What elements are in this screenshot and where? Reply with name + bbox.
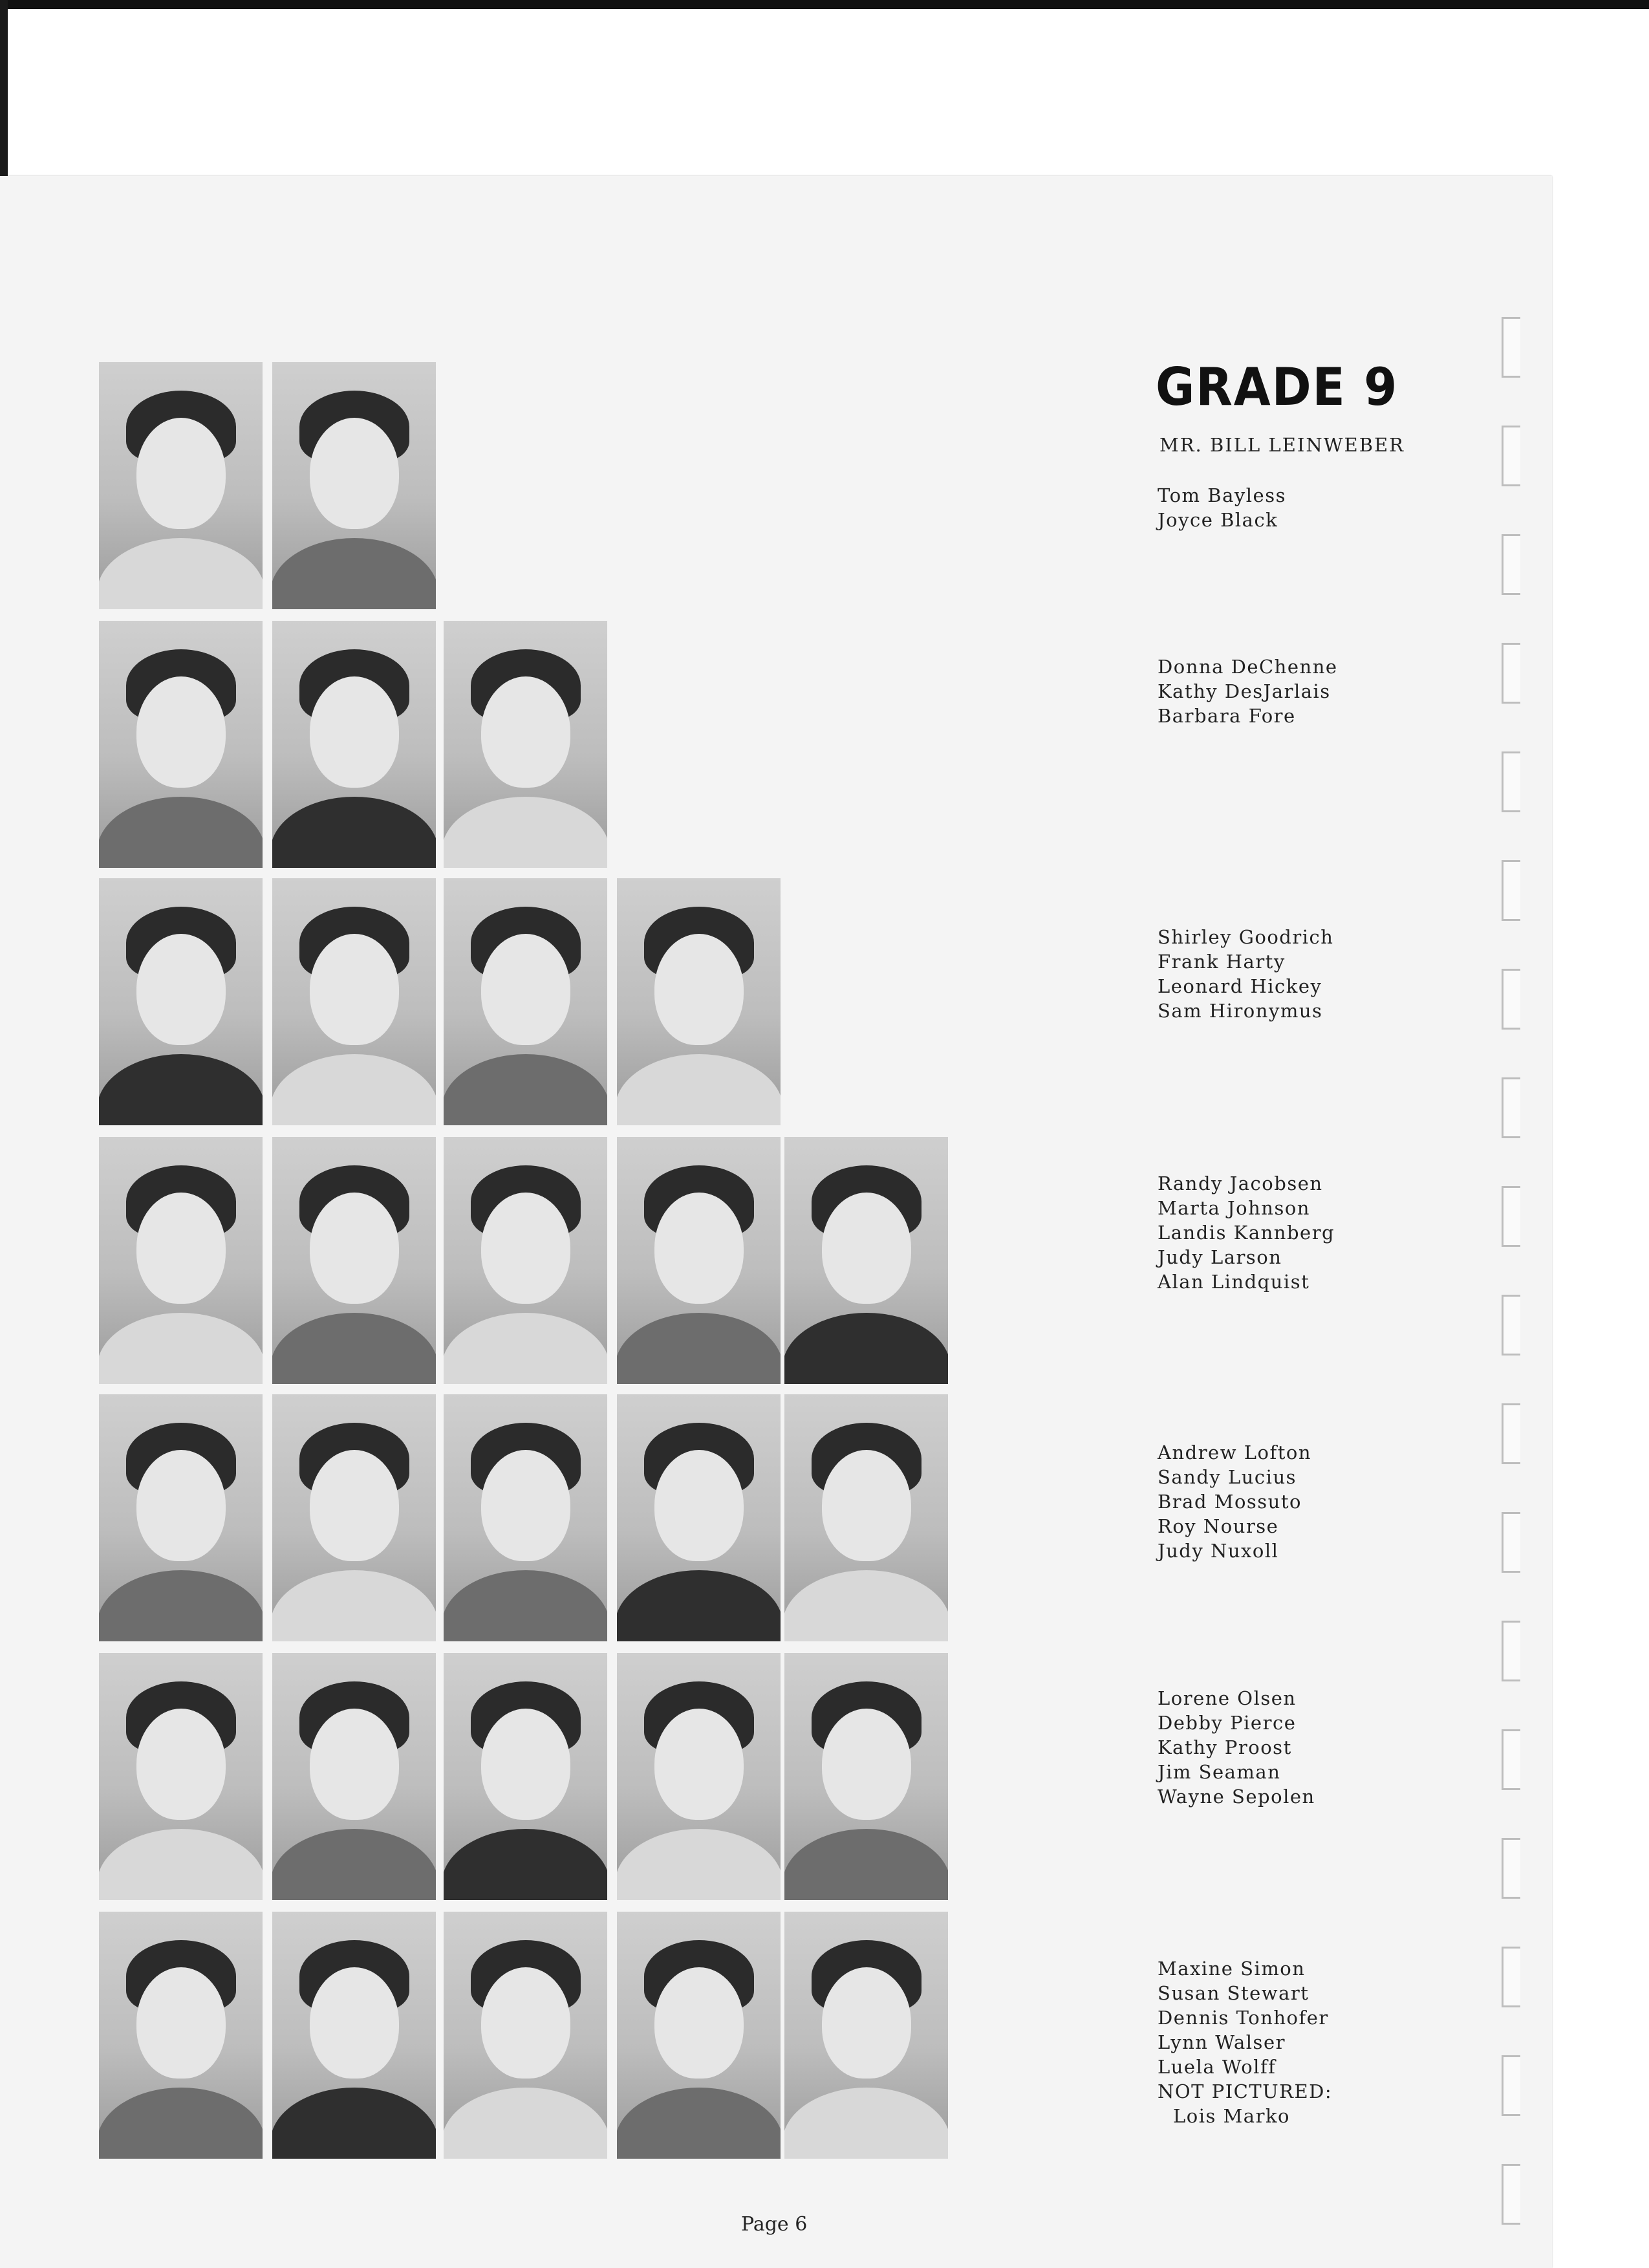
portrait-head <box>654 1967 744 2079</box>
portrait-shoulders <box>99 1829 263 1900</box>
student-name: Donna DeChenne <box>1158 656 1338 678</box>
portrait-shoulders <box>272 1054 436 1125</box>
binding-notch <box>1502 2055 1520 2116</box>
names-row-4 <box>1158 1171 1335 1294</box>
student-name: Landis Kannberg <box>1158 1222 1335 1244</box>
binding-notch <box>1502 751 1520 812</box>
portrait-head <box>310 1450 399 1561</box>
student-name: Luela Wolff <box>1158 2056 1277 2078</box>
portrait-shoulders <box>617 1570 781 1641</box>
portrait-shoulders <box>784 1829 948 1900</box>
portrait-head <box>481 934 570 1045</box>
binding-notch <box>1502 1838 1520 1899</box>
student-photo <box>444 878 607 1125</box>
portrait-head <box>310 418 399 529</box>
names-row-7 <box>1158 1956 1332 2128</box>
portrait-shoulders <box>444 797 607 868</box>
names-row-5 <box>1158 1440 1311 1563</box>
student-name: Shirley Goodrich <box>1158 926 1334 948</box>
portrait-shoulders <box>99 1570 263 1641</box>
student-photo <box>272 362 436 609</box>
portrait-head <box>654 1709 744 1820</box>
student-photo <box>272 621 436 868</box>
student-name: Debby Pierce <box>1158 1712 1297 1734</box>
student-name: Jim Seaman <box>1158 1761 1281 1783</box>
student-name: Randy Jacobsen <box>1158 1172 1323 1194</box>
student-photo <box>99 1394 263 1641</box>
student-name: Wayne Sepolen <box>1158 1786 1315 1808</box>
binding-notch <box>1502 1729 1520 1790</box>
page-number: Page 6 <box>741 2213 808 2236</box>
portrait-shoulders <box>272 1829 436 1900</box>
student-photo <box>784 1137 948 1384</box>
student-photo <box>617 1912 781 2159</box>
student-name: Tom Bayless <box>1158 484 1286 506</box>
portrait-head <box>136 1193 226 1304</box>
portrait-shoulders <box>444 2088 607 2159</box>
student-name: Kathy Proost <box>1158 1736 1292 1758</box>
student-photo <box>444 1394 607 1641</box>
names-row-1 <box>1158 483 1286 532</box>
portrait-head <box>481 1193 570 1304</box>
binding-notch <box>1502 1403 1520 1464</box>
portrait-shoulders <box>99 1054 263 1125</box>
scan-top-border <box>0 0 1649 9</box>
portrait-head <box>654 1193 744 1304</box>
binding-notch <box>1502 2164 1520 2225</box>
student-name: Roy Nourse <box>1158 1515 1279 1537</box>
portrait-shoulders <box>617 1313 781 1384</box>
student-name: Frank Harty <box>1158 951 1286 973</box>
student-photo <box>99 362 263 609</box>
binding-notch <box>1502 1947 1520 2007</box>
student-name: Judy Nuxoll <box>1158 1540 1279 1562</box>
student-photo <box>272 878 436 1125</box>
binding-notch <box>1502 969 1520 1030</box>
binding-notch <box>1502 317 1520 378</box>
portrait-head <box>136 1450 226 1561</box>
student-name: Lorene Olsen <box>1158 1687 1297 1709</box>
student-name: Andrew Lofton <box>1158 1442 1311 1463</box>
student-photo <box>272 1912 436 2159</box>
student-name: Kathy DesJarlais <box>1158 680 1331 702</box>
portrait-head <box>310 1193 399 1304</box>
page-title: GRADE 9 <box>1156 357 1399 417</box>
student-photo <box>99 1912 263 2159</box>
names-row-3 <box>1158 925 1333 1023</box>
binding-notch <box>1502 426 1520 486</box>
student-photo <box>444 621 607 868</box>
not-pictured-label: NOT PICTURED: <box>1158 2080 1333 2102</box>
portrait-shoulders <box>272 797 436 868</box>
student-name: Judy Larson <box>1158 1246 1282 1268</box>
student-name: Lynn Walser <box>1158 2031 1286 2053</box>
portrait-head <box>822 1709 911 1820</box>
portrait-shoulders <box>444 1054 607 1125</box>
binding-notch <box>1502 1295 1520 1355</box>
portrait-shoulders <box>99 797 263 868</box>
student-name: Brad Mossuto <box>1158 1491 1302 1513</box>
portrait-head <box>136 934 226 1045</box>
student-photo <box>784 1394 948 1641</box>
student-photo <box>617 1394 781 1641</box>
student-name: Marta Johnson <box>1158 1197 1310 1219</box>
portrait-shoulders <box>272 1570 436 1641</box>
student-photo <box>99 621 263 868</box>
portrait-shoulders <box>99 1313 263 1384</box>
portrait-head <box>310 1709 399 1820</box>
portrait-head <box>481 1967 570 2079</box>
names-row-2 <box>1158 654 1338 728</box>
student-photo <box>444 1137 607 1384</box>
binding-notch <box>1502 643 1520 704</box>
student-photo <box>99 878 263 1125</box>
student-photo <box>272 1394 436 1641</box>
student-name: Maxine Simon <box>1158 1958 1306 1980</box>
student-photo <box>784 1912 948 2159</box>
portrait-shoulders <box>617 1054 781 1125</box>
portrait-shoulders <box>784 1570 948 1641</box>
portrait-shoulders <box>444 1829 607 1900</box>
student-name: Barbara Fore <box>1158 705 1296 727</box>
portrait-shoulders <box>99 538 263 609</box>
portrait-head <box>136 1709 226 1820</box>
binding-notch <box>1502 1186 1520 1247</box>
portrait-head <box>310 934 399 1045</box>
portrait-head <box>822 1193 911 1304</box>
student-name: Alan Lindquist <box>1158 1271 1310 1293</box>
portrait-shoulders <box>444 1570 607 1641</box>
student-name: Sam Hironymus <box>1158 1000 1323 1022</box>
student-photo <box>444 1653 607 1900</box>
portrait-shoulders <box>784 2088 948 2159</box>
portrait-head <box>136 1967 226 2079</box>
binding-notch <box>1502 534 1520 595</box>
student-name: Dennis Tonhofer <box>1158 2007 1329 2029</box>
student-photo <box>784 1653 948 1900</box>
student-name: Leonard Hickey <box>1158 975 1322 997</box>
portrait-head <box>481 1709 570 1820</box>
portrait-head <box>654 1450 744 1561</box>
student-photo <box>617 1653 781 1900</box>
student-name: Susan Stewart <box>1158 1982 1310 2004</box>
portrait-head <box>822 1450 911 1561</box>
portrait-head <box>481 676 570 788</box>
portrait-head <box>822 1967 911 2079</box>
names-row-6 <box>1158 1686 1315 1809</box>
student-photo <box>99 1653 263 1900</box>
portrait-head <box>136 676 226 788</box>
portrait-shoulders <box>617 2088 781 2159</box>
binding-notch <box>1502 860 1520 921</box>
portrait-shoulders <box>99 2088 263 2159</box>
binding-notch <box>1502 1512 1520 1573</box>
portrait-shoulders <box>272 1313 436 1384</box>
portrait-head <box>654 934 744 1045</box>
student-photo <box>272 1653 436 1900</box>
portrait-head <box>310 1967 399 2079</box>
portrait-head <box>136 418 226 529</box>
student-photo <box>617 1137 781 1384</box>
teacher-name: MR. BILL LEINWEBER <box>1159 434 1405 456</box>
student-name: Joyce Black <box>1158 509 1278 531</box>
portrait-shoulders <box>272 2088 436 2159</box>
portrait-head <box>481 1450 570 1561</box>
portrait-shoulders <box>272 538 436 609</box>
portrait-head <box>310 676 399 788</box>
portrait-shoulders <box>444 1313 607 1384</box>
binding-notch <box>1502 1621 1520 1681</box>
student-name: Sandy Lucius <box>1158 1466 1297 1488</box>
student-photo <box>617 878 781 1125</box>
not-pictured-name: Lois Marko <box>1173 2105 1290 2127</box>
portrait-shoulders <box>784 1313 948 1384</box>
student-photo <box>99 1137 263 1384</box>
student-photo <box>272 1137 436 1384</box>
scan-left-edge <box>0 0 8 181</box>
student-photo <box>444 1912 607 2159</box>
portrait-shoulders <box>617 1829 781 1900</box>
binding-notch <box>1502 1077 1520 1138</box>
